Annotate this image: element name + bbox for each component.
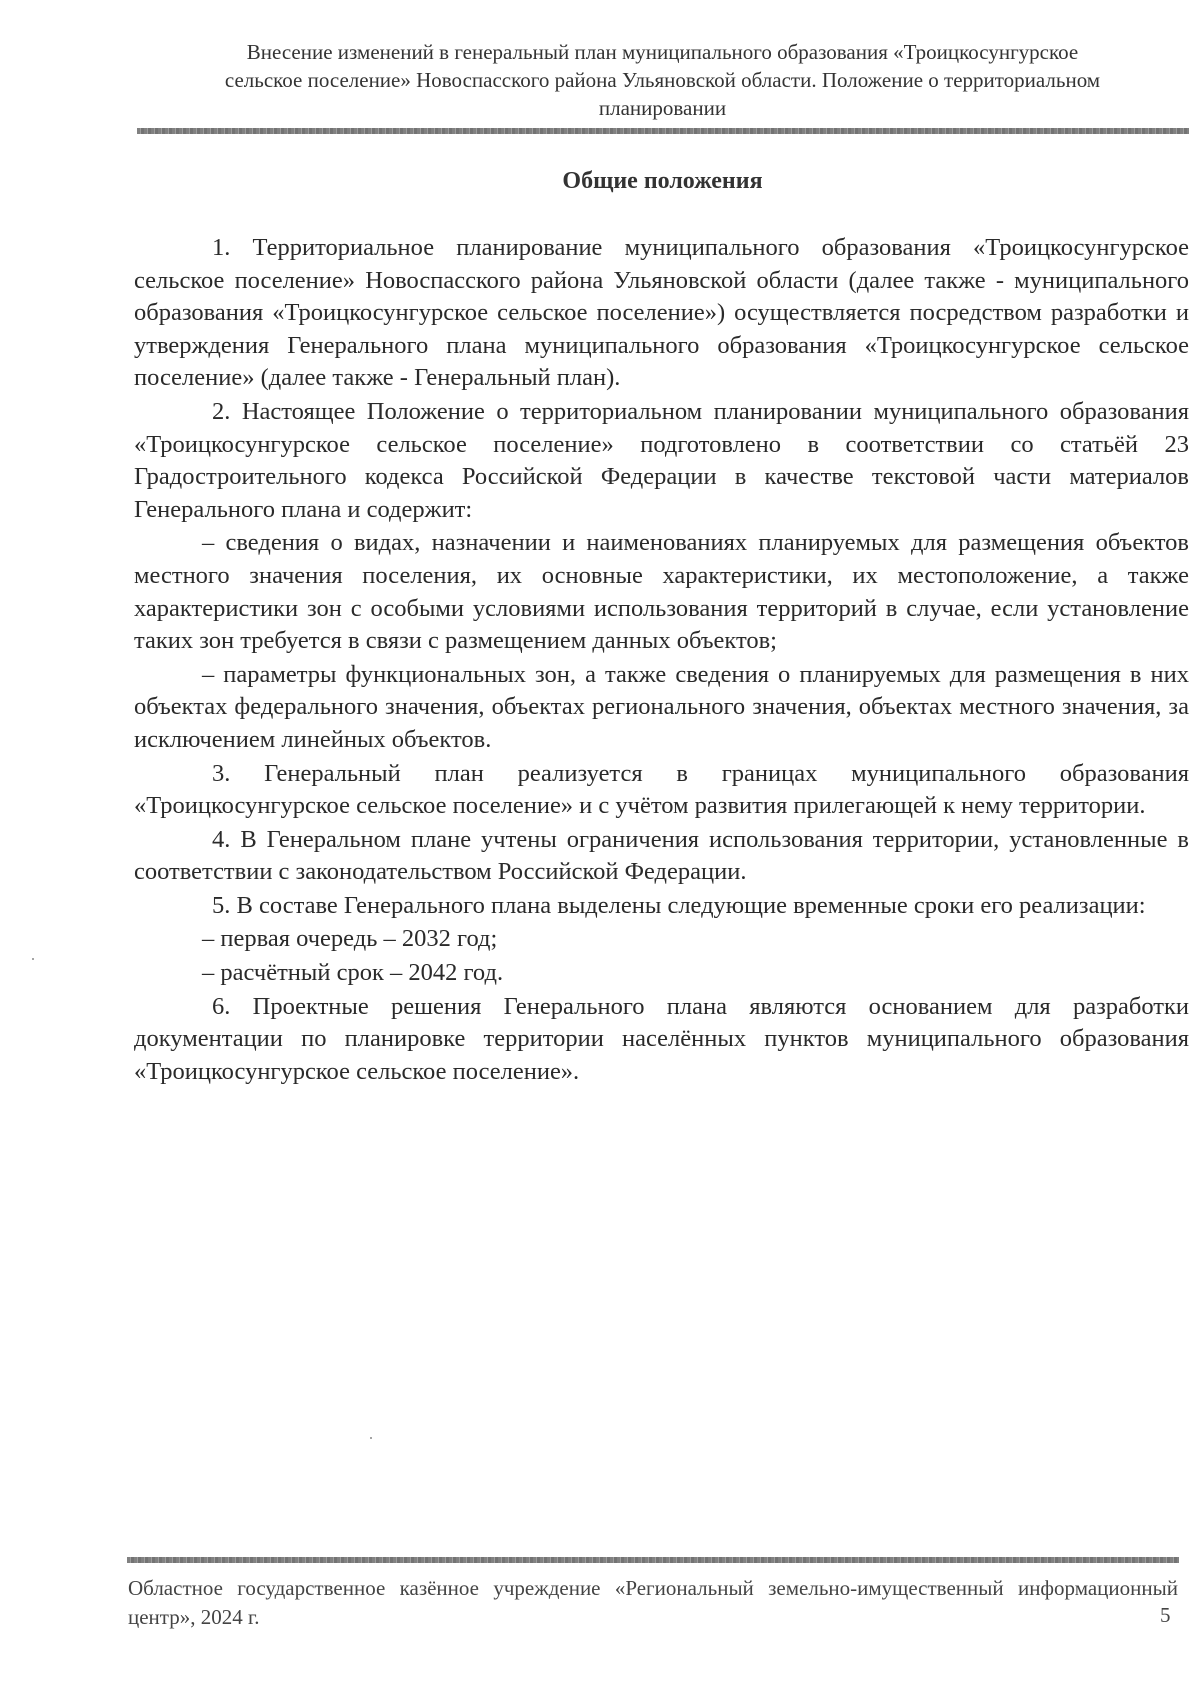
- list-item-dash-1: – сведения о видах, назначении и наименованиях планируемых для размещения объектов местного значения поселения, их основные характеристики, их местоположение, а также характеристики зон с особыми условиями использования территорий в случае, если установление таких зон требуется в связи с размещением данных объектов;: [134, 529, 1189, 655]
- paragraph-2: 2. Настоящее Положение о территориальном планировании муниципального образования «Троицкосунгурское сельское поселение» подготовлено в соответствии со статьёй 23 Градостроительного кодекса Российской Федерации в качестве текстовой части материалов Генерального плана и содержит:: [134, 397, 1189, 523]
- header-line-2: сельское поселение» Новоспасского района Ульяновской области. Положение о территориальном: [224, 68, 1101, 92]
- page-number: 5: [1160, 1603, 1171, 1627]
- running-footer: Областное государственное казённое учреждение «Региональный земельно-имущественный информационный центр», 2024 г.: [128, 1576, 1178, 1629]
- paragraph-3: 3. Генеральный план реализуется в границах муниципального образования «Троицкосунгурское сельское поселение» и с учётом развития прилегающей к нему территории.: [134, 759, 1189, 820]
- scan-speck: [32, 958, 34, 960]
- section-title: Общие положения: [562, 168, 763, 194]
- header-line-3: планировании: [598, 96, 727, 120]
- paragraph-5: 5. В составе Генерального плана выделены следующие временные сроки его реализации:: [212, 891, 1146, 919]
- footer-divider: [127, 1557, 1179, 1563]
- paragraph-6: 6. Проектные решения Генерального плана являются основанием для разработки документации по планировке территории населённых пунктов муниципального образования «Троицкосунгурское сельское поселение».: [134, 992, 1189, 1085]
- list-item-estimated-term: – расчётный срок – 2042 год.: [202, 959, 504, 987]
- list-item-first-stage: – первая очередь – 2032 год;: [202, 925, 498, 953]
- scan-speck: [370, 1437, 372, 1439]
- list-item-dash-2: – параметры функциональных зон, а также сведения о планируемых для размещения в них объектах федерального значения, объектах регионального значения, объектах местного значения, за исключением линейных объектов.: [134, 660, 1189, 753]
- header-line-1: Внесение изменений в генеральный план муниципального образования «Троицкосунгурское: [246, 40, 1079, 64]
- document-body: [134, 232, 1189, 1088]
- paragraph-1: 1. Территориальное планирование муниципального образования «Троицкосунгурское сельское поселение» Новоспасского района Ульяновской области (далее также - муниципального образования «Троицкосунгурское сельское поселение») осуществляется посредством разработки и утверждения Генерального плана муниципального образования «Троицкосунгурское сельское поселение» (далее также - Генеральный план).: [134, 234, 1189, 392]
- paragraph-4: 4. В Генеральном плане учтены ограничения использования территории, установленные в соответствии с законодательством Российской Федерации.: [134, 825, 1189, 886]
- running-header: [140, 38, 1185, 122]
- header-divider: [137, 128, 1189, 134]
